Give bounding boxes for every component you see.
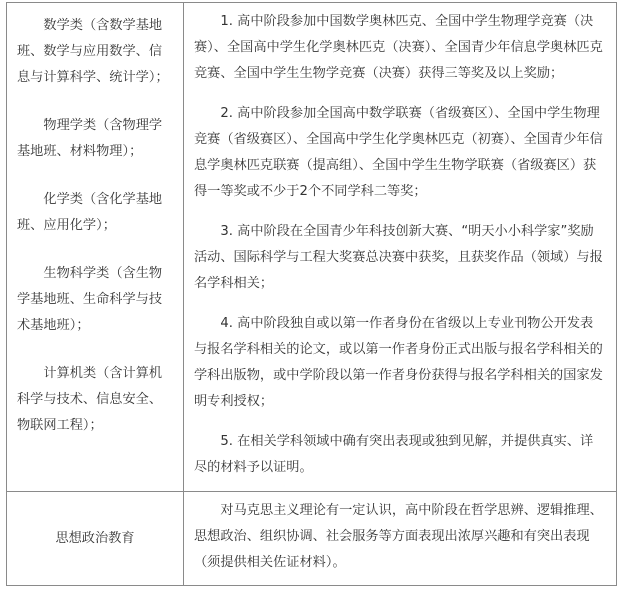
requirement-item-4: 4. 高中阶段独自或以第一作者身份在省级以上专业刊物公开发表与报名学科相关的论文，或以第一作者身份正式出版与报名学科相关的学科出版物，或中学阶段以第一作者身份获得与报名学科相关的国家发明专利授权； (194, 316, 603, 409)
category-biology: 生物科学类（含生物学基地班、生命科学与技术基地班）； (17, 266, 163, 333)
table-row-science (7, 3, 617, 492)
category-chemistry: 化学类（含化学基地班、应用化学）； (17, 192, 163, 233)
requirement-item-2: 2. 高中阶段参加全国高中数学联赛（省级赛区）、全国中学生物理竞赛（省级赛区）、全国高中学生化学奥林匹克（初赛）、全国青少年信息学奥林匹克联赛（提高组）、全国中学生生物学联赛（省级赛区）获得一等奖或不少于2个不同学科二等奖； (194, 106, 603, 199)
category-math: 数学类（含数学基地班、数学与应用数学、信息与计算科学、统计学）； (17, 18, 169, 85)
admission-requirements-table (6, 2, 617, 586)
category-politics-cell (7, 492, 184, 586)
requirement-item-1: 1. 高中阶段参加中国数学奥林匹克、全国中学生物理学竞赛（决赛）、全国高中学生化学奥林匹克（决赛）、全国青少年信息学奥林匹克竞赛、全国中学生生物学竞赛（决赛）获得三等奖及以上奖励； (194, 14, 603, 81)
category-physics: 物理学类（含物理学基地班、材料物理）； (17, 118, 163, 159)
category-cell (7, 3, 184, 492)
requirement-politics: 对马克思主义理论有一定认识，高中阶段在哲学思辨、逻辑推理、思想政治、组织协调、社会服务等方面表现出浓厚兴趣和有突出表现（须提供相关佐证材料）。 (194, 503, 603, 570)
category-computer: 计算机类（含计算机科学与技术、信息安全、物联网工程）； (17, 366, 163, 433)
requirements-cell (184, 3, 617, 492)
requirement-politics-cell (184, 492, 617, 586)
requirement-item-5: 5. 在相关学科领域中确有突出表现或独到见解，并提供真实、详尽的材料予以证明。 (194, 434, 594, 475)
requirement-item-3: 3. 高中阶段在全国青少年科技创新大赛、“明天小小科学家”奖励活动、国际科学与工程大奖赛总决赛中获奖，且获奖作品（领域）与报名学科相关； (194, 224, 603, 291)
table-row-politics (7, 492, 617, 586)
category-politics: 思想政治教育 (55, 530, 135, 546)
admission-table-container (6, 2, 617, 586)
